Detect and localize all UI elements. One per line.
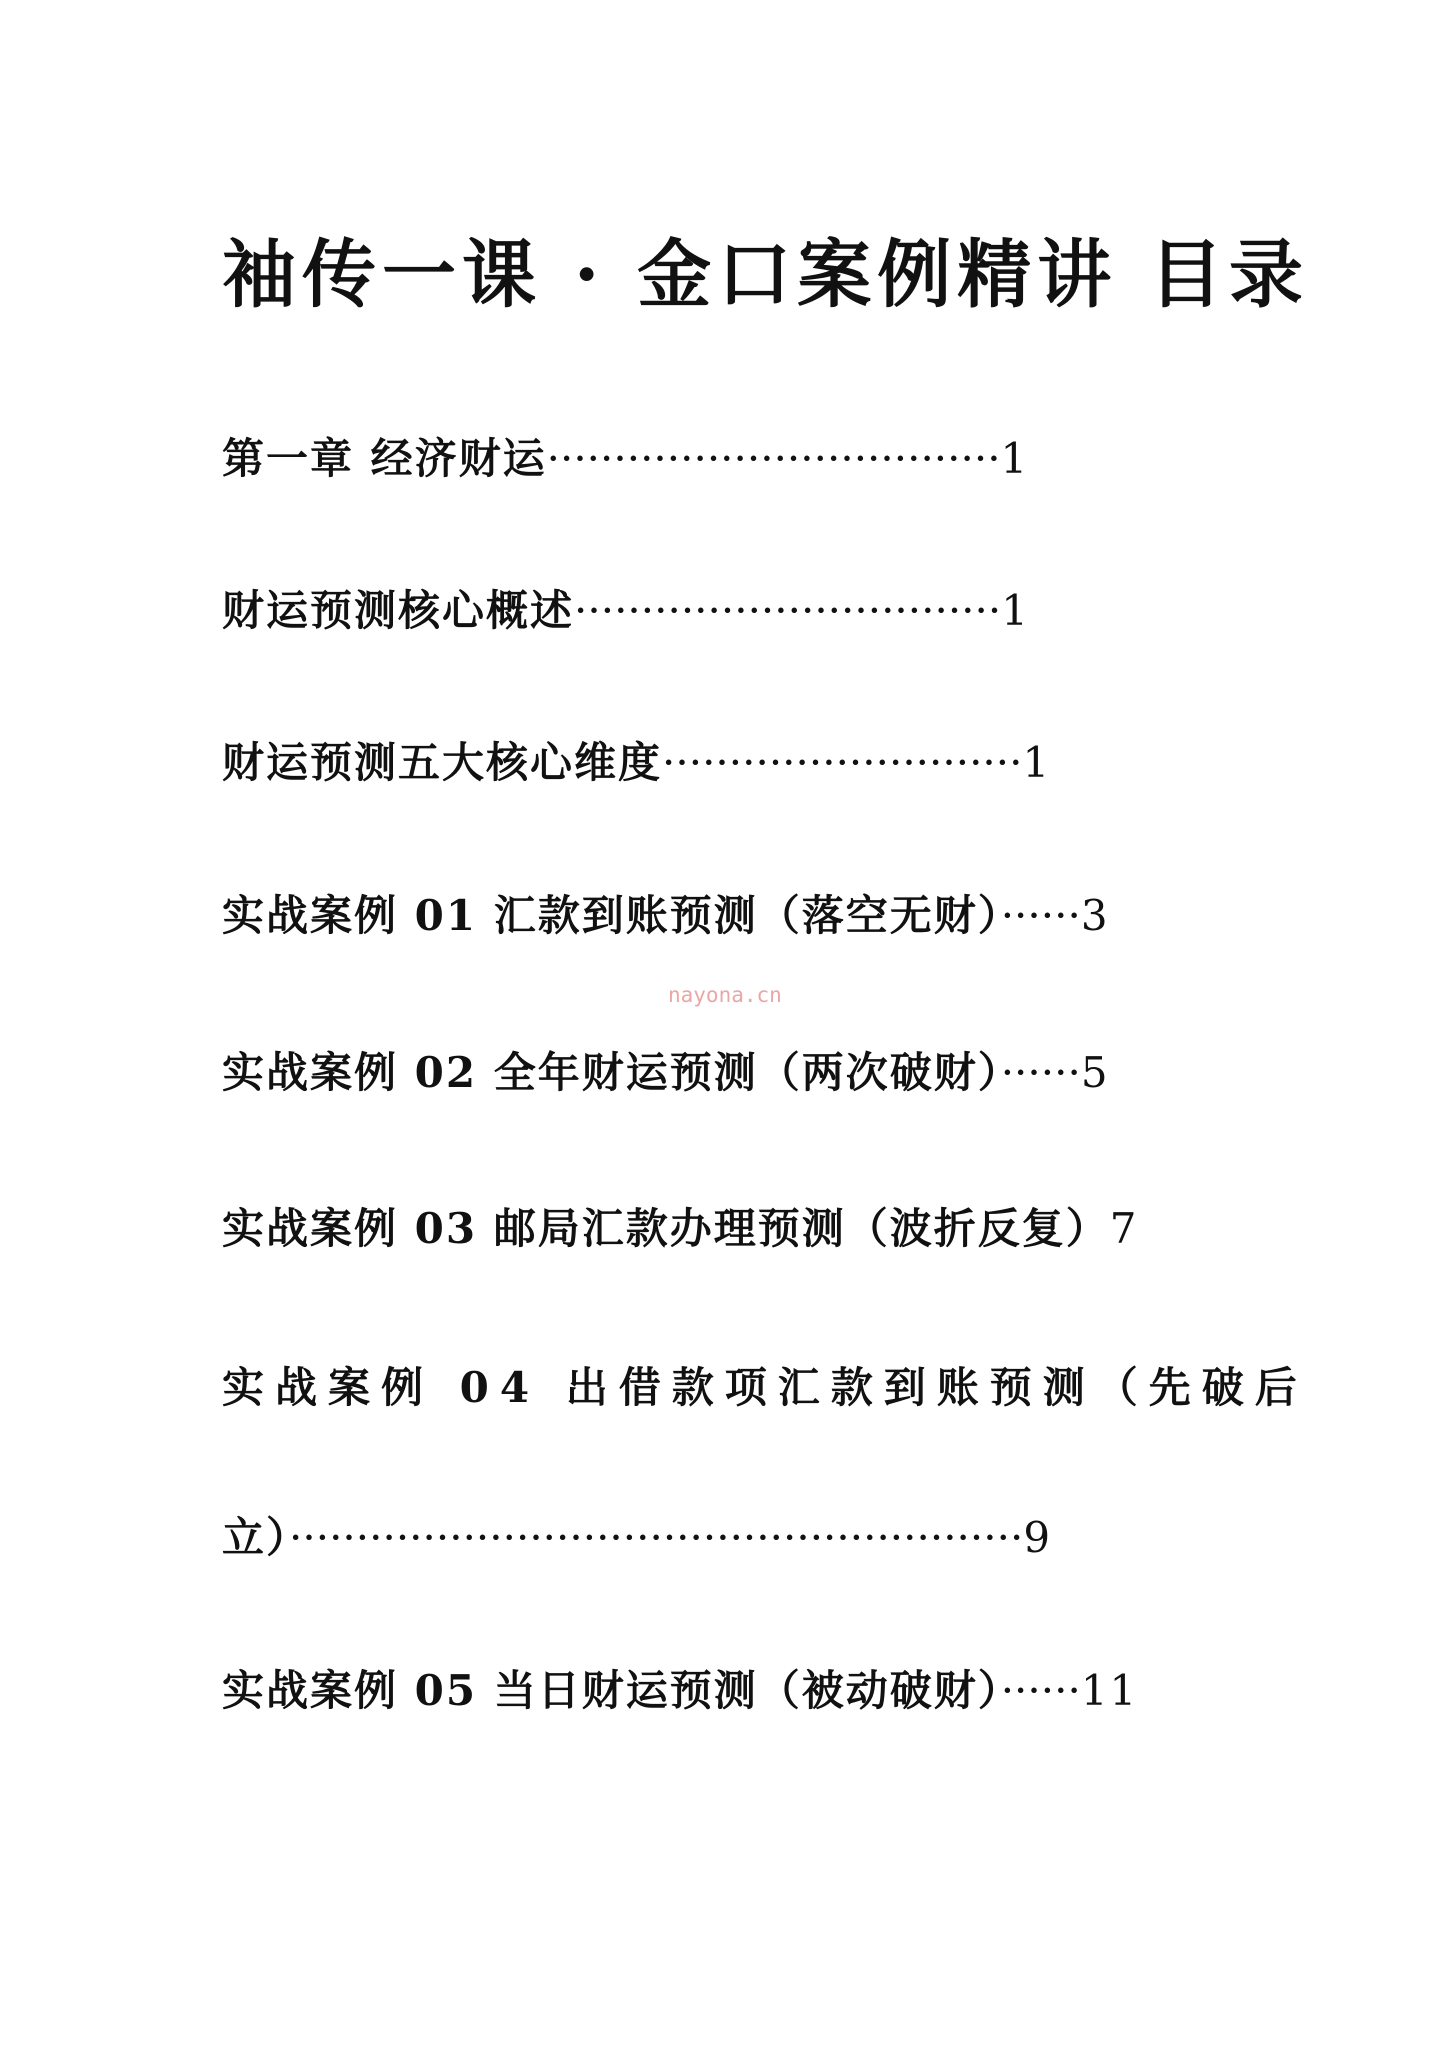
toc-entry[interactable] — [222, 1363, 1308, 1412]
toc-entry-continuation[interactable] — [222, 1513, 1053, 1562]
toc-entry-leader: ······ — [1000, 891, 1081, 940]
toc-entry-label: 实战案例 04 出借款项汇款到账预测（先破后 — [222, 1363, 1308, 1412]
toc-entry-page: 1 — [1022, 738, 1052, 787]
toc-entry-label: 实战案例 02 全年财运预测（两次破财） — [222, 1048, 1001, 1097]
toc-entry-page: 1 — [1001, 586, 1030, 635]
toc-entry[interactable] — [222, 891, 1110, 940]
toc-entry-label: 实战案例 01 汇款到账预测（落空无财） — [222, 891, 1001, 940]
toc-entry-page: 3 — [1080, 891, 1110, 940]
toc-entry-label: 第一章 经济财运 — [222, 434, 547, 483]
toc-entry-leader: ······ — [1000, 1048, 1081, 1097]
toc-entry[interactable] — [222, 434, 1030, 483]
toc-entry-page: 5 — [1080, 1048, 1110, 1097]
toc-entry-leader: ··························· — [662, 738, 1023, 787]
toc-entry-page: 11 — [1080, 1666, 1139, 1715]
toc-entry-page: 1 — [1000, 434, 1030, 483]
toc-entry-page: 9 — [1023, 1513, 1053, 1562]
toc-entry-label: 财运预测核心概述 — [222, 586, 575, 635]
toc-entry-page: 7 — [1109, 1204, 1139, 1253]
toc-entry-leader: ·································· — [546, 434, 1001, 483]
toc-entry[interactable] — [222, 586, 1030, 635]
toc-entry-label: 实战案例 03 邮局汇款办理预测（波折反复） — [222, 1204, 1110, 1253]
toc-entry-leader: ································ — [574, 586, 1002, 635]
toc-entry-leader: ······················································· — [289, 1513, 1024, 1562]
toc-entry[interactable] — [222, 1204, 1139, 1253]
toc-entry-label: 实战案例 05 当日财运预测（被动破财） — [222, 1666, 1001, 1715]
toc-entry[interactable] — [222, 1666, 1139, 1715]
watermark: nayona.cn — [668, 983, 782, 1007]
toc-title: 袖传一课 · 金口案例精讲 目录 — [222, 232, 1310, 318]
toc-entry[interactable] — [222, 1048, 1110, 1097]
toc-entry[interactable] — [222, 738, 1052, 787]
toc-entry-label: 立） — [222, 1513, 290, 1562]
toc-entry-leader: ······ — [1000, 1666, 1081, 1715]
toc-entry-label: 财运预测五大核心维度 — [222, 738, 663, 787]
